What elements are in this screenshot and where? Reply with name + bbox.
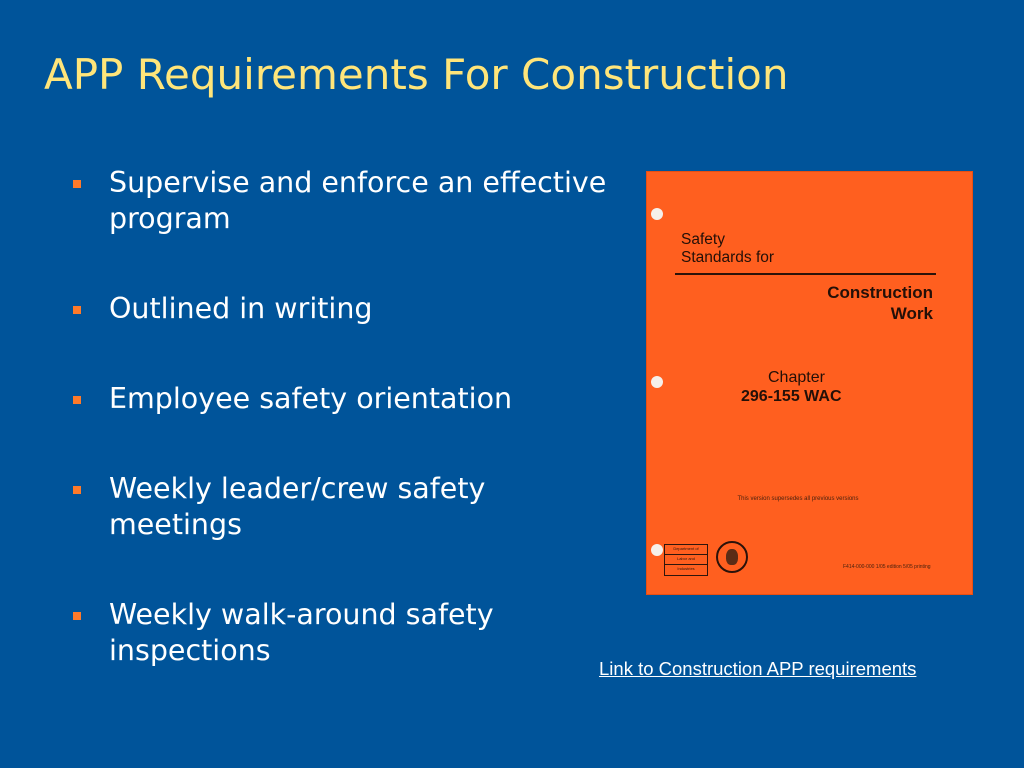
square-bullet-icon: [73, 612, 81, 620]
seal-portrait-icon: [726, 549, 738, 565]
department-line: Industries: [677, 566, 695, 571]
construction-app-requirements-link[interactable]: Link to Construction APP requirements: [599, 658, 917, 679]
cover-divider: [675, 273, 936, 275]
safety-standards-book-cover: [646, 171, 973, 595]
cover-safety-label: Safety: [681, 231, 725, 248]
bullet-text: Weekly leader/crew safety meetings: [109, 472, 486, 541]
cover-work-title: Work: [890, 304, 933, 323]
bullet-item: [72, 291, 617, 327]
bullet-item: [72, 165, 617, 237]
bullet-item: [72, 471, 617, 543]
punch-hole-icon: [651, 208, 663, 220]
bullet-text: Weekly walk-around safety inspections: [109, 598, 494, 667]
department-line: Department of: [665, 545, 707, 555]
bullet-item: [72, 381, 617, 417]
punch-hole-icon: [651, 376, 663, 388]
bullet-list: [72, 165, 617, 723]
square-bullet-icon: [73, 180, 81, 188]
square-bullet-icon: [73, 396, 81, 404]
cover-print-info: F414-000-000 1/05 edition 5/05 printing: [843, 564, 931, 570]
bullet-text: Employee safety orientation: [109, 382, 513, 415]
square-bullet-icon: [73, 306, 81, 314]
bullet-text: Supervise and enforce an effective program: [109, 166, 607, 235]
slide-title: APP Requirements For Construction: [44, 50, 789, 99]
cover-standards-label: Standards for: [681, 249, 775, 266]
cover-chapter-label: Chapter: [768, 369, 825, 386]
cover-construction-title: Construction: [827, 283, 933, 302]
punch-hole-icon: [651, 544, 663, 556]
square-bullet-icon: [73, 486, 81, 494]
department-line: Labor and: [665, 555, 707, 565]
cover-supersedes-note: This version supersedes all previous versions: [737, 496, 859, 502]
state-seal-icon: [716, 541, 748, 573]
cover-chapter-number: 296-155 WAC: [741, 388, 842, 405]
bullet-text: Outlined in writing: [109, 292, 373, 325]
bullet-item: [72, 597, 617, 669]
department-label-block: [664, 544, 708, 576]
